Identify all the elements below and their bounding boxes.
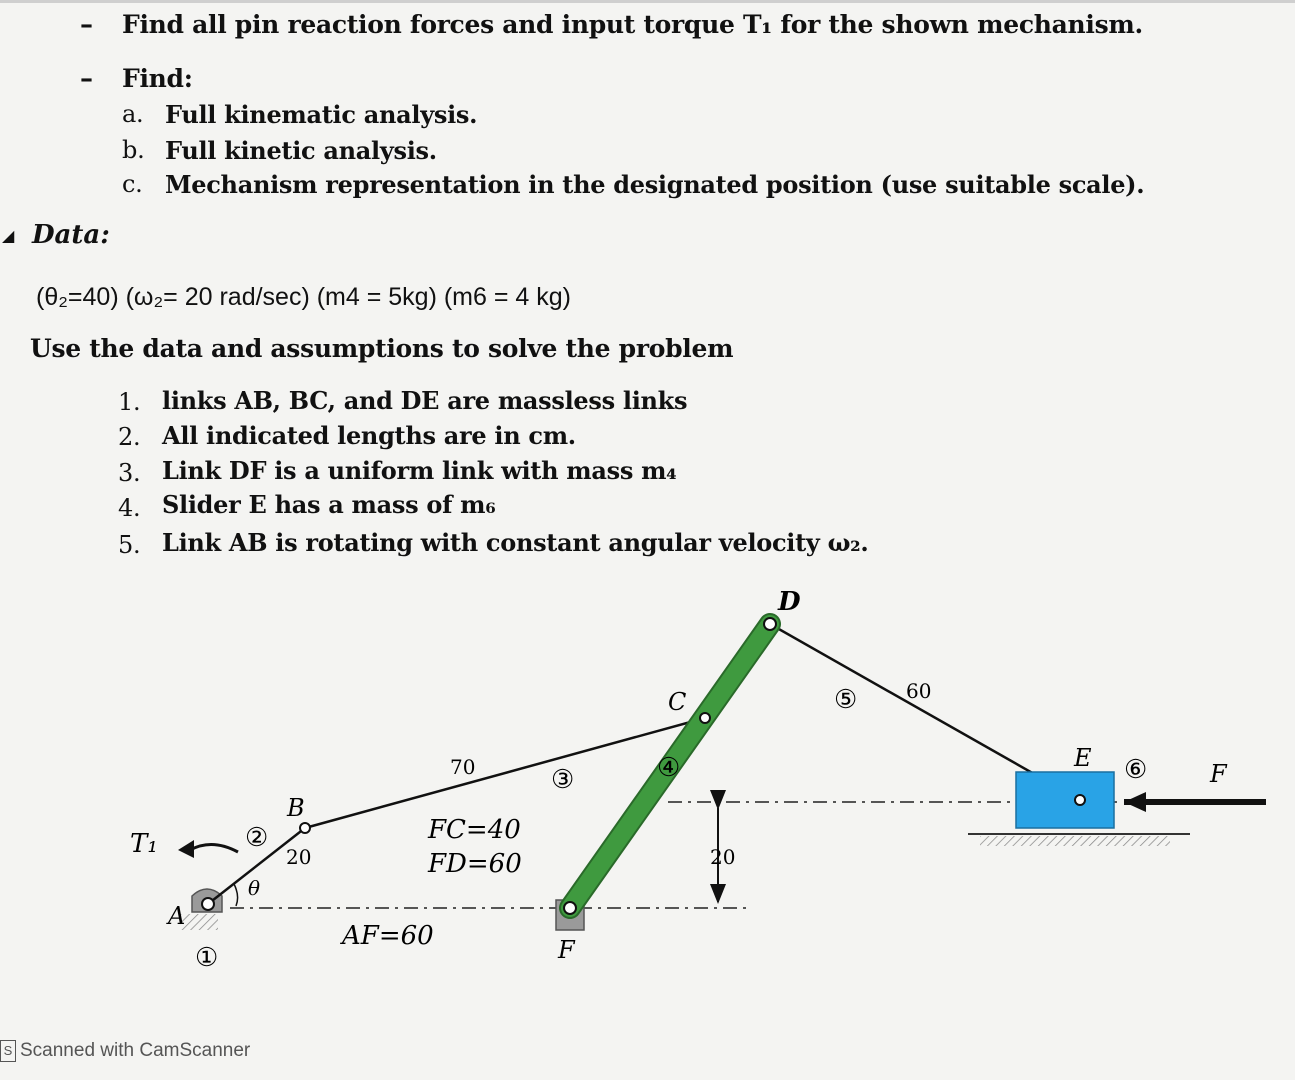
- problem-title: Find all pin reaction forces and input torque T₁ for the shown mechanism.: [122, 10, 1143, 39]
- assumption-num: 1.: [118, 388, 141, 416]
- point-a-label: A: [168, 902, 186, 930]
- find-item-c-marker: c.: [122, 170, 143, 198]
- point-c-label: C: [668, 688, 687, 716]
- camscanner-logo-icon: S: [0, 1040, 16, 1062]
- dim-offset: 20: [710, 845, 736, 869]
- collapse-triangle-icon[interactable]: ◢: [2, 226, 15, 245]
- bullet-dash: –: [80, 64, 93, 94]
- point-e-label: E: [1074, 744, 1092, 772]
- link-number-2: ②: [245, 823, 269, 853]
- data-heading: Data:: [32, 220, 110, 250]
- torque-arrow: [190, 844, 238, 852]
- dim-af: AF=60: [342, 921, 434, 951]
- assumption-item: All indicated lengths are in cm.: [162, 421, 576, 450]
- data-values: (θ₂=40) (ω₂= 20 rad/sec) (m4 = 5kg) (m6 = 4 kg): [36, 283, 571, 311]
- torque-label: T₁: [130, 829, 158, 859]
- point-f-label: F: [558, 936, 575, 964]
- force-f-label: F: [1210, 760, 1227, 788]
- pin-e: [1075, 795, 1085, 805]
- link-number-1: ①: [195, 943, 219, 973]
- ground-a: [180, 914, 218, 930]
- assumption-item: Slider E has a mass of m₆: [162, 490, 496, 519]
- pin-a: [202, 898, 214, 910]
- find-item-b-marker: b.: [122, 136, 145, 164]
- pin-c: [700, 713, 710, 723]
- find-item-a-marker: a.: [122, 100, 144, 128]
- assumption-item: Link DF is a uniform link with mass m₄: [162, 456, 677, 485]
- angle-label: θ: [248, 876, 261, 900]
- slider-block-e: [1016, 772, 1114, 828]
- assumption-num: 3.: [118, 459, 141, 487]
- find-label: Find:: [122, 64, 193, 93]
- assumption-num: 2.: [118, 423, 141, 451]
- instruction-text: Use the data and assumptions to solve the problem: [30, 334, 734, 363]
- assumption-item: Link AB is rotating with constant angular velocity ω₂.: [162, 528, 869, 557]
- dim-de: 60: [906, 679, 932, 703]
- assumption-num: 4.: [118, 494, 141, 522]
- angle-arc: [234, 884, 238, 906]
- pin-f: [564, 902, 576, 914]
- link-number-3: ③: [551, 765, 575, 795]
- bullet-dash: –: [80, 10, 93, 40]
- point-d-label: D: [778, 587, 801, 617]
- dim-fd: FD=60: [428, 849, 522, 879]
- footer-text: Scanned with CamScanner: [20, 1040, 251, 1062]
- find-item-c: Mechanism representation in the designated position (use suitable scale).: [165, 170, 1145, 199]
- footer-watermark: [0, 1040, 250, 1062]
- assumption-item: links AB, BC, and DE are massless links: [162, 386, 688, 415]
- link-number-4: ④: [657, 753, 681, 783]
- find-item-b: Full kinetic analysis.: [165, 136, 437, 165]
- dim-bc: 70: [450, 755, 476, 779]
- find-item-a: Full kinematic analysis.: [165, 100, 478, 129]
- slider-ground-hatch: [980, 836, 1170, 846]
- assumption-num: 5.: [118, 531, 141, 559]
- point-b-label: B: [287, 794, 305, 822]
- pin-b: [300, 823, 310, 833]
- mechanism-diagram: [0, 570, 1295, 1040]
- pin-d: [764, 618, 776, 630]
- link-number-5: ⑤: [834, 685, 858, 715]
- dim-fc: FC=40: [428, 815, 521, 845]
- torque-arrowhead: [178, 840, 194, 858]
- link-number-6: ⑥: [1124, 755, 1148, 785]
- top-border: [0, 0, 1295, 3]
- force-arrowhead: [1124, 792, 1146, 812]
- dim-ab: 20: [286, 845, 312, 869]
